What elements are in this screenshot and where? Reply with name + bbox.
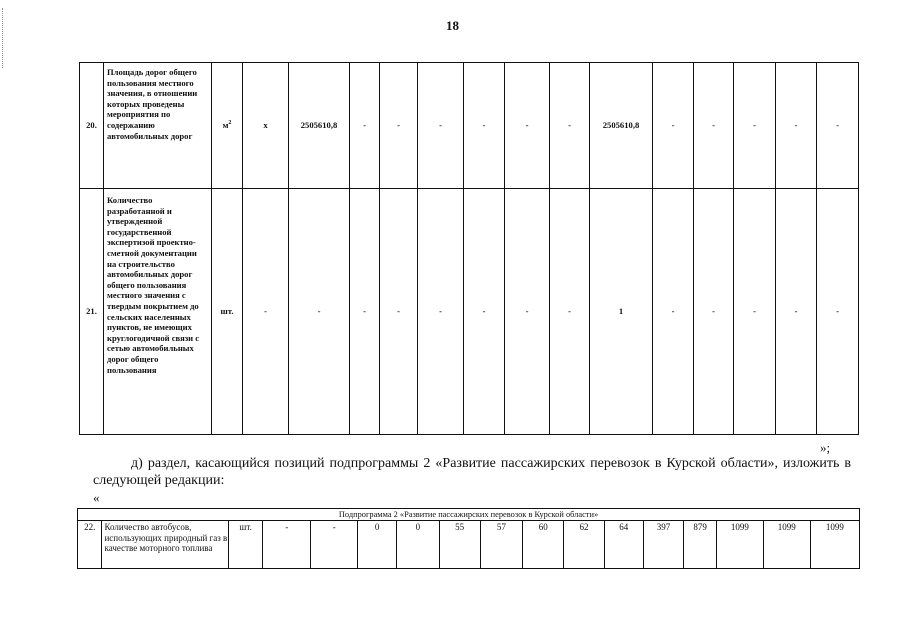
row-number: 21. bbox=[80, 189, 104, 435]
subprogram-2-table bbox=[77, 508, 860, 569]
value-cell: 1099 bbox=[716, 521, 763, 569]
body-paragraph bbox=[93, 455, 851, 489]
value-cell: - bbox=[289, 189, 350, 435]
opening-quote: « bbox=[93, 490, 100, 505]
value-cell: - bbox=[350, 189, 380, 435]
value-cell: - bbox=[505, 189, 550, 435]
value-cell: 62 bbox=[564, 521, 605, 569]
unit-cell: шт. bbox=[228, 521, 263, 569]
subprogram-title: Подпрограмма 2 «Развитие пассажирских перевозок в Курской области» bbox=[78, 509, 860, 521]
table-row bbox=[78, 521, 860, 569]
value-cell: - bbox=[350, 63, 380, 189]
value-cell: 1099 bbox=[810, 521, 859, 569]
page-number: 18 bbox=[446, 18, 459, 33]
unit-cell: шт. bbox=[212, 189, 243, 435]
value-cell: - bbox=[464, 63, 505, 189]
paragraph-text: д) раздел, касающийся позиций подпрограммы 2 «Развитие пассажирских перевозок в Курской области», изложить в следующей редакции: bbox=[93, 456, 851, 488]
value-cell: 2505610,8 bbox=[289, 63, 350, 189]
value-cell: 57 bbox=[480, 521, 523, 569]
value-cell: - bbox=[311, 521, 358, 569]
row-number: 22. bbox=[78, 521, 102, 569]
value-cell: - bbox=[550, 63, 590, 189]
row-number: 20. bbox=[80, 63, 104, 189]
value-cell: - bbox=[263, 521, 311, 569]
value-cell: - bbox=[776, 189, 817, 435]
value-cell: - bbox=[418, 189, 464, 435]
value-cell: - bbox=[243, 189, 289, 435]
value-cell: 1099 bbox=[763, 521, 810, 569]
unit-cell: $м^2$ bbox=[212, 63, 243, 189]
value-cell: - bbox=[464, 189, 505, 435]
value-cell: - bbox=[734, 189, 776, 435]
value-cell: - bbox=[694, 189, 734, 435]
value-cell: - bbox=[550, 189, 590, 435]
value-cell: 0 bbox=[396, 521, 439, 569]
margin-mark bbox=[2, 8, 6, 68]
indicators-table-continued bbox=[79, 62, 859, 435]
indicator-name: Количество автобусов, использующих природный газ в качестве моторного топлива bbox=[102, 521, 228, 569]
value-cell: 1 bbox=[590, 189, 653, 435]
value-cell: - bbox=[380, 189, 418, 435]
indicator-name: Количество разработанной и утвержденной государственной экспертизой проектно-сметной документации на строительство автомобильных дорог общего пользования местного значения с твердым покрытием до сельских населенных пунктов, не имеющих круглогодичной связи с сетью автомобильных дорог общего пользования bbox=[104, 189, 212, 435]
table-row bbox=[80, 63, 859, 189]
table-row bbox=[80, 189, 859, 435]
value-cell: х bbox=[243, 63, 289, 189]
value-cell: - bbox=[776, 63, 817, 189]
value-cell: - bbox=[653, 63, 694, 189]
subprogram-header-row bbox=[78, 509, 860, 521]
value-cell: - bbox=[817, 189, 859, 435]
value-cell: 397 bbox=[643, 521, 684, 569]
value-cell: - bbox=[817, 63, 859, 189]
value-cell: - bbox=[418, 63, 464, 189]
value-cell: 64 bbox=[604, 521, 643, 569]
value-cell: 879 bbox=[684, 521, 717, 569]
indicator-name: Площадь дорог общего пользования местного значения, в отношении которых проведены мероприятия по содержанию автомобильных дорог bbox=[104, 63, 212, 189]
closing-quote: »; bbox=[820, 440, 831, 455]
value-cell: - bbox=[694, 63, 734, 189]
value-cell: 55 bbox=[439, 521, 480, 569]
value-cell: - bbox=[653, 189, 694, 435]
value-cell: 2505610,8 bbox=[590, 63, 653, 189]
value-cell: - bbox=[380, 63, 418, 189]
value-cell: 60 bbox=[523, 521, 564, 569]
value-cell: 0 bbox=[358, 521, 397, 569]
value-cell: - bbox=[734, 63, 776, 189]
value-cell: - bbox=[505, 63, 550, 189]
